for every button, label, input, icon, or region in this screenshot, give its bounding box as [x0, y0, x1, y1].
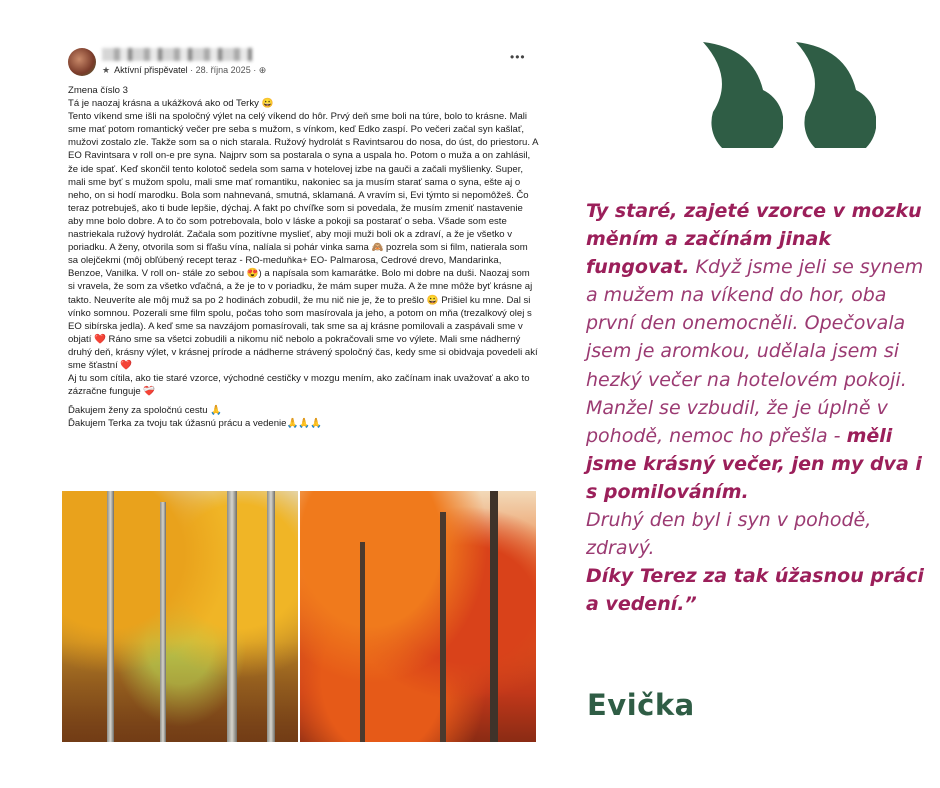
tree-trunk [267, 491, 275, 742]
tree-trunk [440, 512, 446, 742]
tree-trunk [160, 502, 166, 742]
testimonial-author: Evička [587, 688, 695, 722]
more-options-icon[interactable]: ••• [510, 50, 526, 64]
tree-trunk [227, 491, 237, 742]
post-paragraph: Aj tu som cítila, ako tie staré vzorce, východné cestičky v mozgu mením, ako začínam inak uvažovať a ako to zázračne funguje ❤️‍🩹 [68, 373, 530, 398]
social-post-card [62, 40, 538, 748]
quote-text: Druhý den byl i syn v pohodě, zdravý. [586, 509, 872, 560]
testimonial-quote [586, 197, 931, 618]
quote-text: Když jsme jeli se synem a mužem na víkend do hor, oba první den onemocněli. Opečovala jsem je aromkou, udělala jsem si hezký večer na hotelovém pokoji. Manžel se vzbudil, že je úplně v pohodě, nemoc ho přešla - [586, 256, 924, 447]
quote-mark-icon [693, 38, 783, 148]
quote-highlight: Ty staré, zajeté vzorce v mozku měním a začínám jinak fungovat. [586, 200, 922, 279]
globe-icon: ⊕ [258, 65, 267, 75]
star-icon: ★ [102, 65, 111, 75]
quote-mark-icon [786, 38, 876, 148]
autumn-forest-photo-yellow[interactable] [62, 491, 298, 742]
post-date[interactable]: 28. října 2025 [195, 65, 251, 75]
blurred-author-name[interactable] [102, 48, 252, 61]
post-paragraph: Tá je naozaj krásna a ukážková ako od Terky 😀 [68, 98, 274, 110]
post-paragraph: Zmena číslo 3 [68, 85, 128, 96]
autumn-forest-photo-red[interactable] [300, 491, 536, 742]
quote-highlight: měli jsme krásný večer, jen my dva i s pomilováním. [586, 424, 922, 503]
quote-highlight: Díky Terez za tak úžasnou práci a vedení.” [586, 565, 924, 616]
author-badge: Aktívní přispěvatel [114, 65, 188, 75]
post-paragraph: Ďakujem ženy za spoločnú cestu 🙏 [68, 405, 223, 417]
post-body [68, 84, 538, 430]
post-paragraph: Ďakujem Terka za tvoju tak úžasnú prácu a vedenie🙏🙏🙏 [68, 418, 323, 430]
post-paragraph: Tento víkend sme išli na spoločný výlet na celý víkend do hôr. Prvý deň sme boli na túre, bolo to krásne. Mali sme mať potom romantický večer pre seba s mužom, s vínkom, keď Edko zaspí. Po večeri začal syn kašlať, mužovi zostalo zle. Takže som sa o nich starala. Ružový hydrolát s Ravintsarou do nosa, do úst, do priestoru. A EO Ravintsara v roll on-e pre syna. Najprv som sa postarala o syna a uspala ho. Potom o muža a on zahlásil, že ide spať. Keď skončil tento kolotoč sedela som sama v hotelovej izbe na gauči a začali myšlienky. Super, mali sme byť s mužom spolu, mali sme mať romantiku, nakoniec sa ja musím starať sama o syna, ešte aj o neho, on si hodí marodku. Bola som nahnevaná, smutná, sklamaná. A vravím si, Evi týmto si nepomôžeš. Čo teraz potrebuješ, ako ti bude lepšie, dýchaj. A fakt po chvíľke som si povedala, že musím zmeniť nastavenie aby mne bolo dobre. A to čo som potrebovala, bolo v láske a pokoji sa postarať o seba. Všade som este nastriekala ružový hydrolát. Začala som pozitívne myslieť, aby moji muži boli ok a zdraví, a že je všetko v poriadku. A ženy, otvorila som si fľašu vína, nalíala si pohár vinka sama 🙈 pozrela som si film, natierala som sa olejčekmi (môj obľúbený recept teraz - RO-meduňka+ EO- Palmarosa, Cedrové drevo, Mandarinka, Benzoe, Vanilka. V roll on- stále zo sebou 😍) a napísala som kamarátke. Bolo mi dobre na duši. Naozaj som si vravela, že som za všetko vďačná, a že je to v poriadku, že mám super muža. A že mne môže byť krásne aj takto. Neuveríte ale môj muž sa po 2 hodinách zobudil, že mu nič nie je, že to prešlo 😀 Prišiel ku mne. Dal si vínko somnou. Pozerali sme film spolu, počas toho som masírovala ja jeho, a potom on mňa (trezalkový olej s EO sibírska jedla). A keď sme sa navzájom pomasírovali, tak sme sa aj krásne pomilovali a zaspávali sme v objatí ❤️ Ráno sme sa všetci zobudili a nikomu nič nebolo a pokračovali sme vo výlete. Mali sme nádherný druhý deň, krásny výlet, v krásnej prírode a nádherne strávený spoločný čas, kedy sme si obidvaja povedeli akí sme šťastní ❤️ [68, 111, 538, 371]
avatar[interactable] [68, 48, 96, 76]
tree-trunk [490, 491, 498, 742]
post-meta: ★ Aktívní přispěvatel · 28. října 2025 · ⊕ [102, 65, 267, 75]
tree-trunk [360, 542, 365, 742]
post-photos [62, 491, 536, 742]
tree-trunk [107, 491, 114, 742]
